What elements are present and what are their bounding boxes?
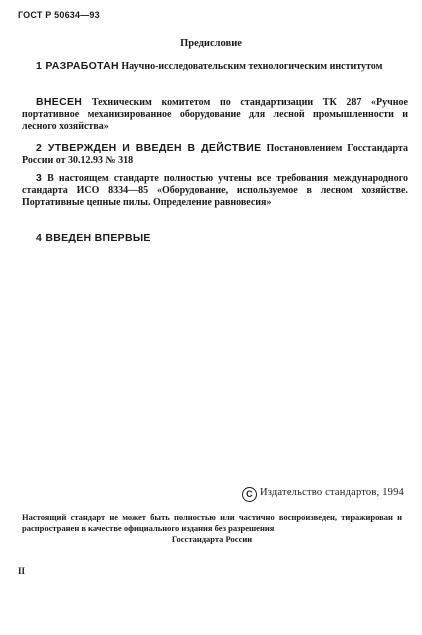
preface-item-first-introduced <box>22 232 408 245</box>
notice-text: Настоящий стандарт не может быть полностью или частично воспроизведен, тиражирован и распространен в качестве официального издания без разрешения <box>22 512 402 533</box>
page-number: II <box>18 566 26 576</box>
copyright-line <box>242 487 404 502</box>
copyright-icon: C <box>242 487 257 502</box>
item-lead: 3 <box>36 172 43 184</box>
copyright-text: Издательство стандартов, 1994 <box>259 487 404 498</box>
preface-item-submitted <box>22 96 408 133</box>
item-text: Постановлением Госстандарта России от 30.12.93 № 318 <box>22 143 408 166</box>
document-code: ГОСТ Р 50634—93 <box>18 10 100 20</box>
preface-item-approved <box>22 142 408 167</box>
item-text: Научно-исследовательским технологическим институтом <box>118 61 383 72</box>
reproduction-notice <box>22 512 402 545</box>
item-text: В настоящем стандарте полностью учтены все требования международного стандарта ИСО 8334—85 «Оборудование, используемое в лесном хозяйстве. Портативные цепные пилы. Определение равновесия» <box>22 173 408 208</box>
item-lead: 1 РАЗРАБОТАН <box>36 60 119 72</box>
preface-title: Предисловие <box>180 38 242 49</box>
item-lead: ВНЕСЕН <box>36 96 83 108</box>
item-lead: 2 УТВЕРЖДЕН И ВВЕДЕН В ДЕЙСТВИЕ <box>36 142 262 154</box>
item-text: Техническим комитетом по стандартизации ТК 287 «Ручное портативное механизированное оборудование для лесной промышленности и лесного хозяйства» <box>22 97 408 132</box>
preface-item-developed <box>22 60 408 73</box>
notice-last-line: Госстандарта России <box>171 534 253 544</box>
preface-item-iso-reference <box>22 172 408 209</box>
item-lead: 4 ВВЕДЕН ВПЕРВЫЕ <box>36 232 151 244</box>
